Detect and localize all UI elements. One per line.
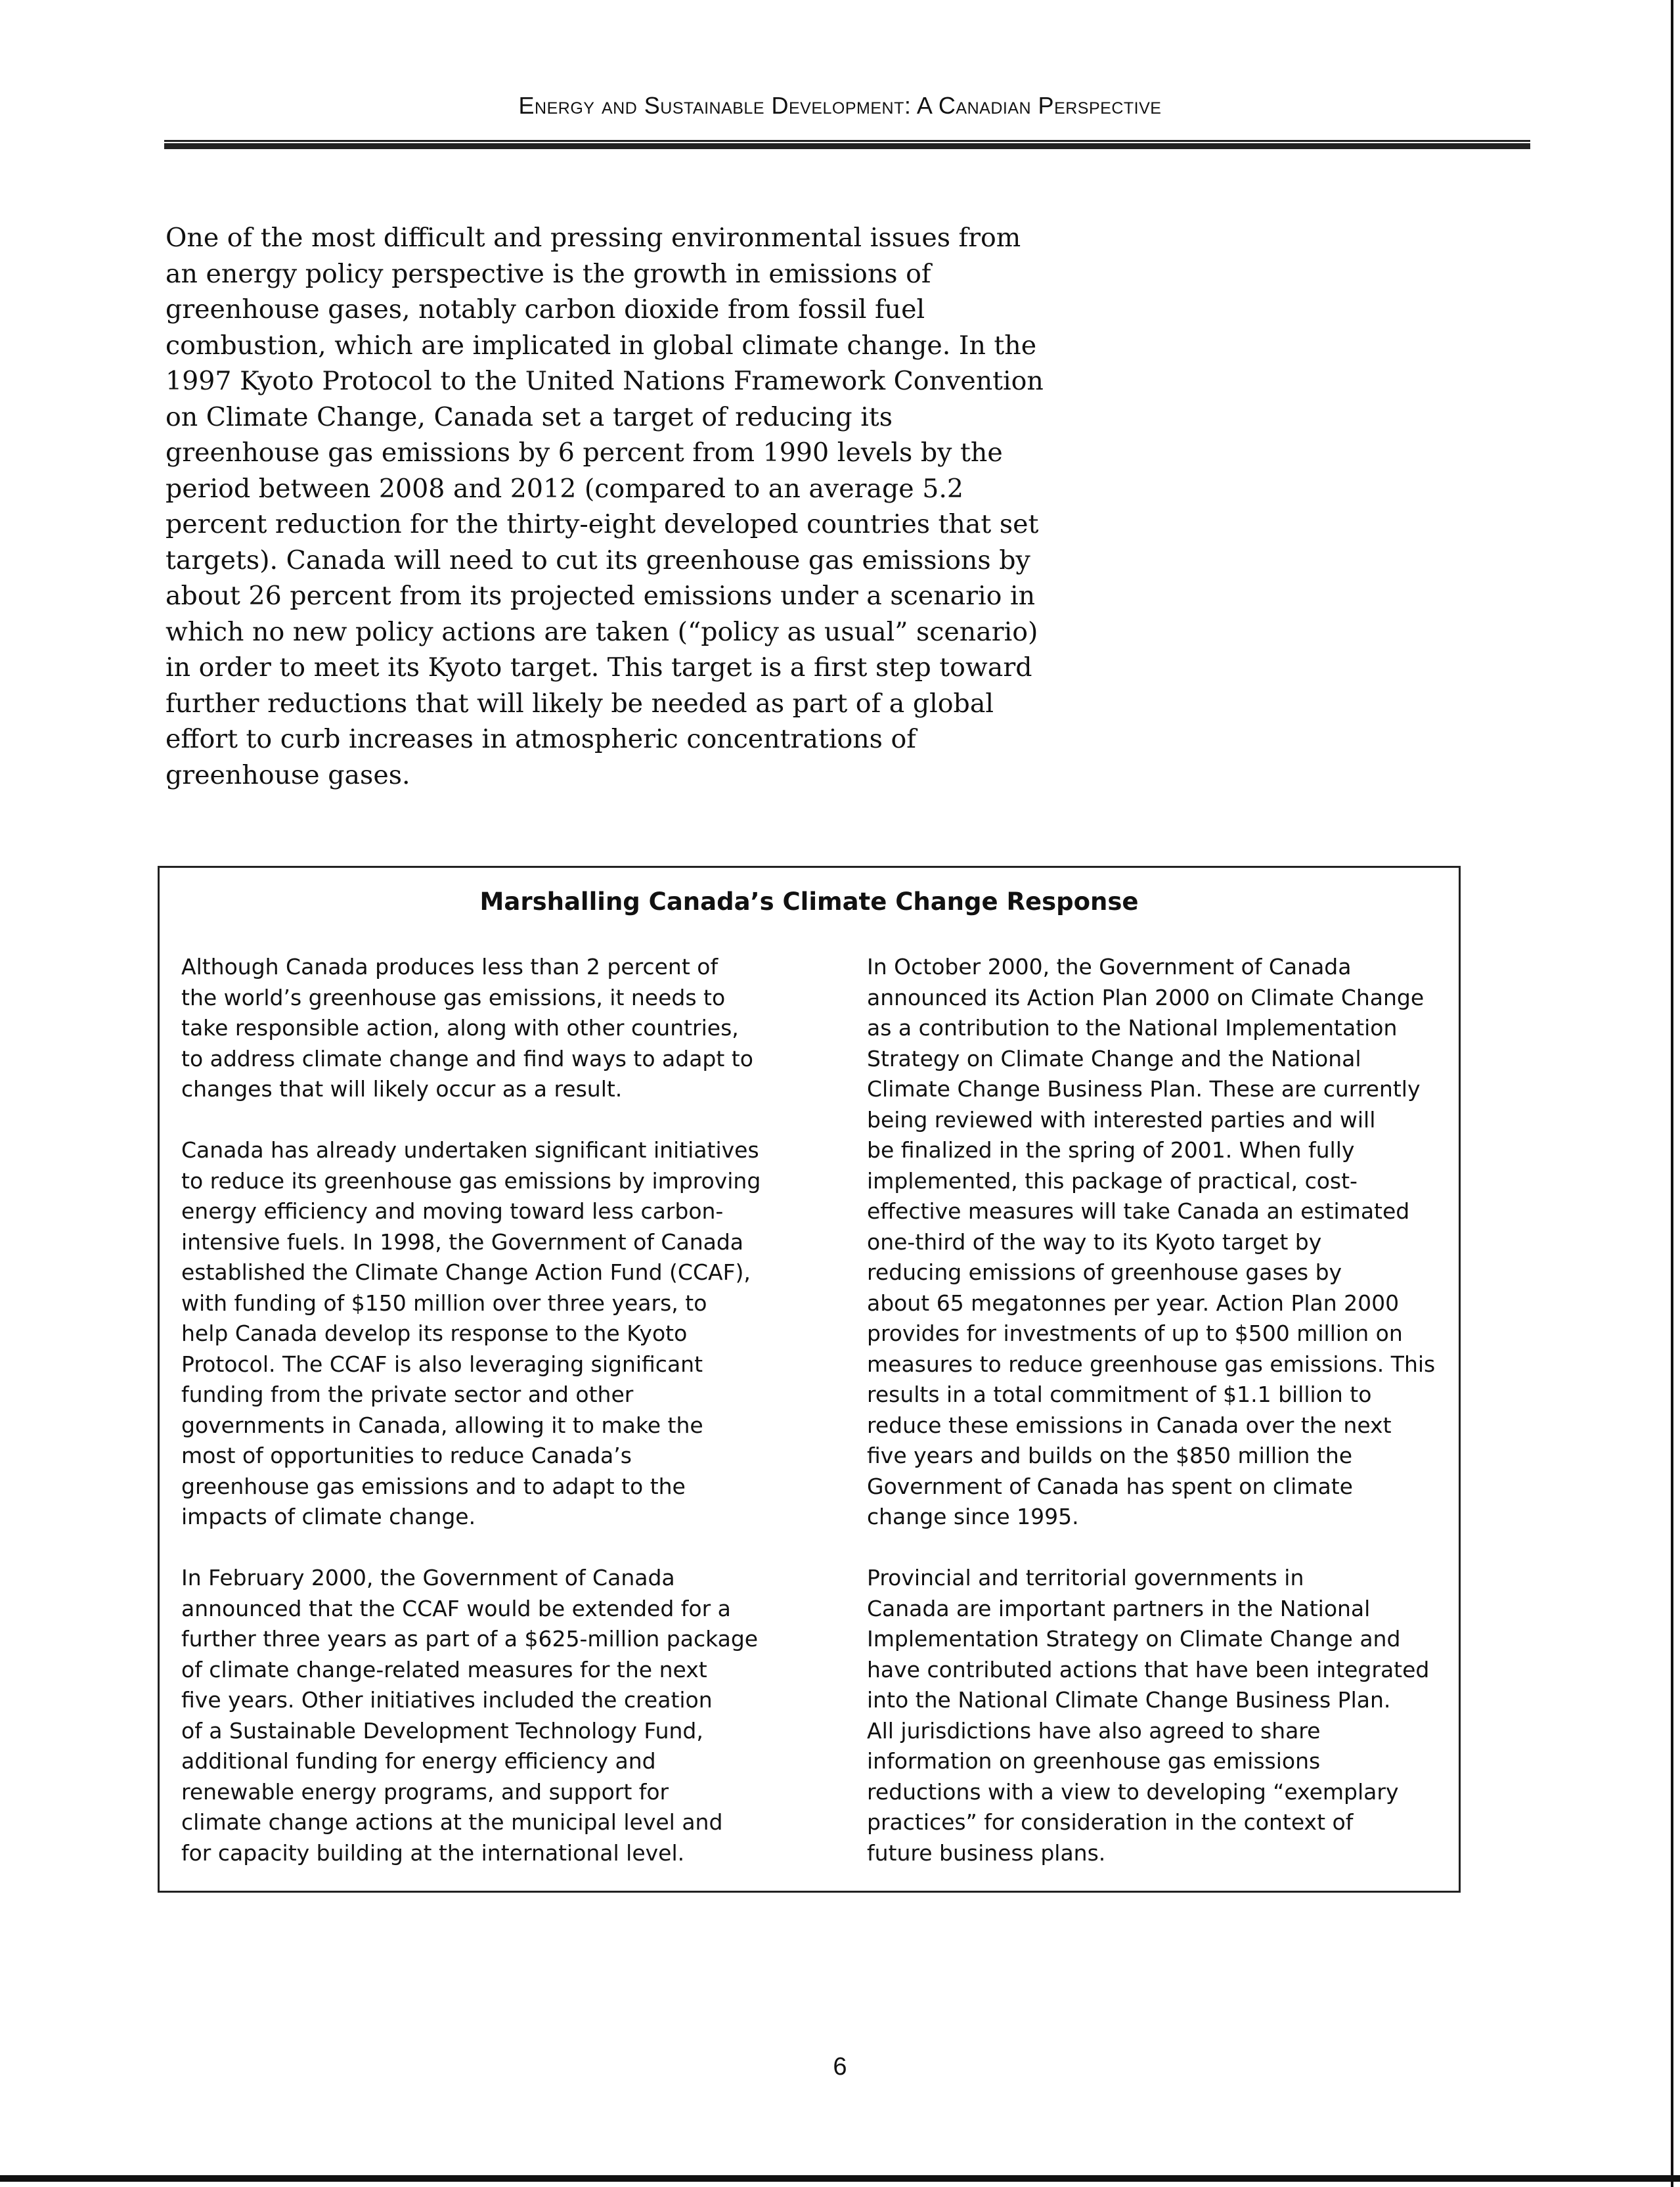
sidebar-left-column (181, 952, 812, 1899)
sidebar-right-column (867, 952, 1458, 1899)
header-rule (164, 140, 1530, 149)
sidebar-box (158, 866, 1461, 1893)
intro-paragraph: One of the most difficult and pressing environmental issues from an energy policy perspective is the growth in emissions of greenhouse gases, notably carbon dioxide from fossil fuel combustion, which are implicated in global climate change. In the 1997 Kyoto Protocol to the United Nations Framework Convention on Climate Change, Canada set a target of reducing its greenhouse gas emissions by 6 percent from 1990 levels by the period between 2008 and 2012 (compared to an average 5.2 percent reduction for the thirty-eight developed countries that set targets). Canada will need to cut its greenhouse gas emissions by about 26 percent from its projected emissions under a scenario in which no new policy actions are taken (“policy as usual” scenario) in order to meet its Kyoto target. This target is a first step toward further reductions that will likely be needed as part of a global effort to curb increases in atmospheric concentrations of greenhouse gases. (166, 223, 1044, 790)
sidebar-paragraph: Canada has already undertaken significant initiatives to reduce its greenhouse gas emissions by improving energy efficiency and moving toward less carbon- intensive fuels. In 1998, the Government of Canada established the Climate Change Action Fund (CCAF), with funding of $150 million over three years, to help Canada develop its response to the Kyoto Protocol. The CCAF is also leveraging significant funding from the private sector and other governments in Canada, allowing it to make the most of opportunities to reduce Canada’s greenhouse gas emissions and to adapt to the impacts of climate change. (181, 1137, 761, 1529)
scan-edge-bottom (0, 2175, 1680, 2182)
sidebar-title: Marshalling Canada’s Climate Change Response (479, 888, 1139, 916)
sidebar-paragraph: In October 2000, the Government of Canada announced its Action Plan 2000 on Climate Change as a contribution to the National Implementation Strategy on Climate Change and the National Climate Change Business Plan. These are currently being reviewed with interested parties and will be finalized in the spring of 2001. When fully implemented, this package of practical, cost- effective measures will take Canada an estimated one-third of the way to its Kyoto target by reducing emissions of greenhouse gases by about 65 megatonnes per year. Action Plan 2000 provides for investments of up to $500 million on measures to reduce greenhouse gas emissions. This results in a total commitment of $1.1 billion to reduce these emissions in Canada over the next five years and builds on the $850 million the Government of Canada has spent on climate change since 1995. (867, 954, 1436, 1529)
sidebar-paragraph: Provincial and territorial governments in Canada are important partners in the National Implementation Strategy on Climate Change and have contributed actions that have been integrated into the National Climate Change Business Plan. All jurisdictions have also agreed to share information on greenhouse gas emissions reductions with a view to developing “exemplary practices” for consideration in the context of future business plans. (867, 1565, 1430, 1866)
running-header: Energy and Sustainable Development: A Canadian Perspective (518, 92, 1162, 119)
page-number: 6 (833, 2053, 847, 2081)
sidebar-paragraph: Although Canada produces less than 2 percent of the world’s greenhouse gas emissions, it needs to take responsible action, along with other countries, to address climate change and find ways to adapt to changes that will likely occur as a result. (181, 954, 753, 1102)
sidebar-paragraph: In February 2000, the Government of Canada announced that the CCAF would be extended for a further three years as part of a $625-million package of climate change-related measures for the next five years. Other initiatives included the creation of a Sustainable Development Technology Fund, additional funding for energy efficiency and renewable energy programs, and support for climate change actions at the municipal level and for capacity building at the international level. (181, 1565, 759, 1866)
scan-edge-right (1671, 0, 1673, 2187)
